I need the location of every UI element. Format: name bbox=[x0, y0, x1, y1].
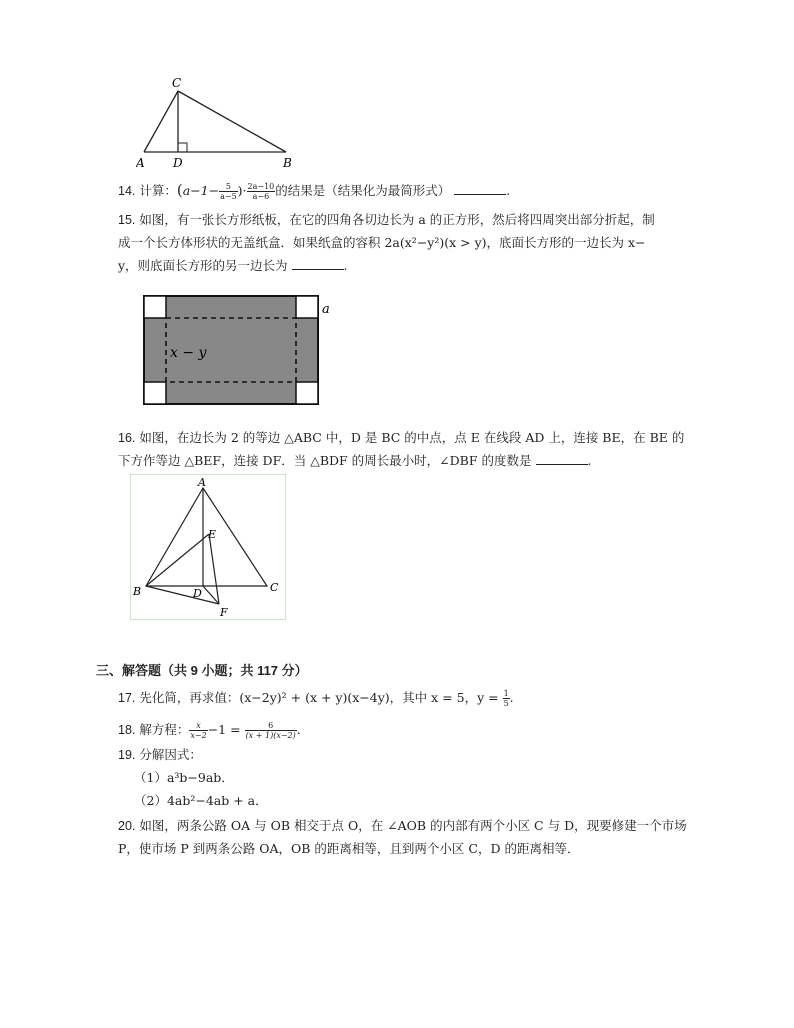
question-20 bbox=[118, 816, 718, 836]
answer-blank bbox=[292, 257, 344, 270]
question-text-line2: 下方作等边 △BEF，连接 DF．当 △BDF 的周长最小时，∠DBF 的度数是 bbox=[118, 453, 532, 468]
question-19-part1: （1）a³b−9ab． bbox=[134, 770, 234, 785]
label-d: D bbox=[173, 156, 183, 170]
question-number: 17. bbox=[118, 691, 136, 705]
question-text: 先化简，再求值：(x−2y)² + (x + y)(x−4y)，其中 x = 5，y = bbox=[139, 690, 503, 705]
fraction: $\frac{6}{(x + 1)(x-2)}$ bbox=[245, 721, 296, 740]
label-e: E bbox=[208, 528, 217, 541]
question-number: 20. bbox=[118, 819, 136, 833]
period: . bbox=[587, 453, 592, 468]
math-expr: )· bbox=[237, 183, 247, 198]
fraction: $\frac{2a-10}{a-6}$ bbox=[247, 182, 275, 201]
equilateral-triangle-figure bbox=[130, 474, 286, 620]
question-15-line3 bbox=[118, 256, 718, 276]
question-text-line1: 如图，在边长为 2 的等边 △ABC 中，D 是 BC 的中点，点 E 在线段 AD 上，连接 BE，在 BE 的 bbox=[139, 430, 685, 445]
question-15 bbox=[118, 210, 718, 230]
question-text-line2: P，使市场 P 到两条公路 OA，OB 的距离相等，且到两个小区 C，D 的距离相等． bbox=[118, 841, 580, 856]
question-number: 14. bbox=[118, 184, 136, 198]
label-b: B bbox=[133, 585, 142, 598]
question-text: 分解因式： bbox=[139, 747, 202, 762]
math-expr: a−1− bbox=[182, 183, 220, 198]
question-text-line3: y，则底面长方形的另一边长为 bbox=[118, 258, 288, 273]
question-20-line2 bbox=[118, 839, 718, 859]
question-text: 计算： bbox=[139, 183, 177, 198]
period: . bbox=[509, 690, 514, 705]
math-expr: −1 = bbox=[207, 722, 245, 737]
question-number: 15. bbox=[118, 213, 136, 227]
fraction: $\frac{5}{a-5}$ bbox=[220, 182, 237, 201]
answer-blank bbox=[536, 452, 588, 465]
fraction: $\frac{1}{5}$ bbox=[503, 689, 509, 708]
question-16 bbox=[118, 428, 718, 448]
question-text-line1: 如图，两条公路 OA 与 OB 相交于点 O，在 ∠AOB 的内部有两个小区 C 与 D，现要修建一个市场 bbox=[139, 818, 687, 833]
label-a: A bbox=[198, 476, 206, 489]
question-text-line2: 成一个长方体形状的无盖纸盒．如果纸盒的容积 2a(x²−y²)(x > y)，底面长方形的一边长为 x− bbox=[118, 235, 646, 250]
question-number: 18. bbox=[118, 723, 136, 737]
label-a: A bbox=[136, 156, 145, 170]
question-14: 14. 计算：(a−1− $\frac{5}{a-5}$ )· $\frac{2a-10}{a-6}$ 的结果是（结果化为最简形式） . bbox=[118, 181, 511, 201]
label-d: D bbox=[193, 587, 202, 600]
question-number: 16. bbox=[118, 431, 136, 445]
label-x-minus-y: x − y bbox=[170, 345, 207, 361]
triangle-abc-figure bbox=[136, 74, 306, 172]
question-19 bbox=[118, 745, 718, 765]
period: . bbox=[343, 258, 348, 273]
label-f: F bbox=[220, 606, 228, 619]
question-text-line1: 如图，有一张长方形纸板，在它的四角各切边长为 a 的正方形，然后将四周突出部分折起，制 bbox=[139, 212, 655, 227]
question-19-part2: （2）4ab²−4ab + a． bbox=[134, 793, 268, 808]
question-18 bbox=[118, 720, 718, 740]
label-b: B bbox=[283, 156, 292, 170]
question-text: 的结果是（结果化为最简形式） bbox=[275, 183, 451, 198]
period: . bbox=[296, 722, 301, 737]
question-16-line2 bbox=[118, 451, 718, 471]
box-net-figure bbox=[142, 294, 342, 408]
fraction: $\frac{x}{x-2}$ bbox=[190, 721, 207, 740]
question-17 bbox=[118, 688, 718, 708]
question-number: 19. bbox=[118, 748, 136, 762]
question-text: 解方程： bbox=[139, 722, 190, 737]
label-a: a bbox=[322, 302, 330, 317]
question-15-line2 bbox=[118, 233, 718, 253]
section-heading: 三、解答题（共 9 小题；共 117 分） bbox=[96, 663, 308, 678]
label-c: C bbox=[270, 581, 279, 594]
answer-blank bbox=[454, 182, 506, 195]
label-c: C bbox=[172, 76, 182, 90]
period: . bbox=[506, 183, 511, 198]
